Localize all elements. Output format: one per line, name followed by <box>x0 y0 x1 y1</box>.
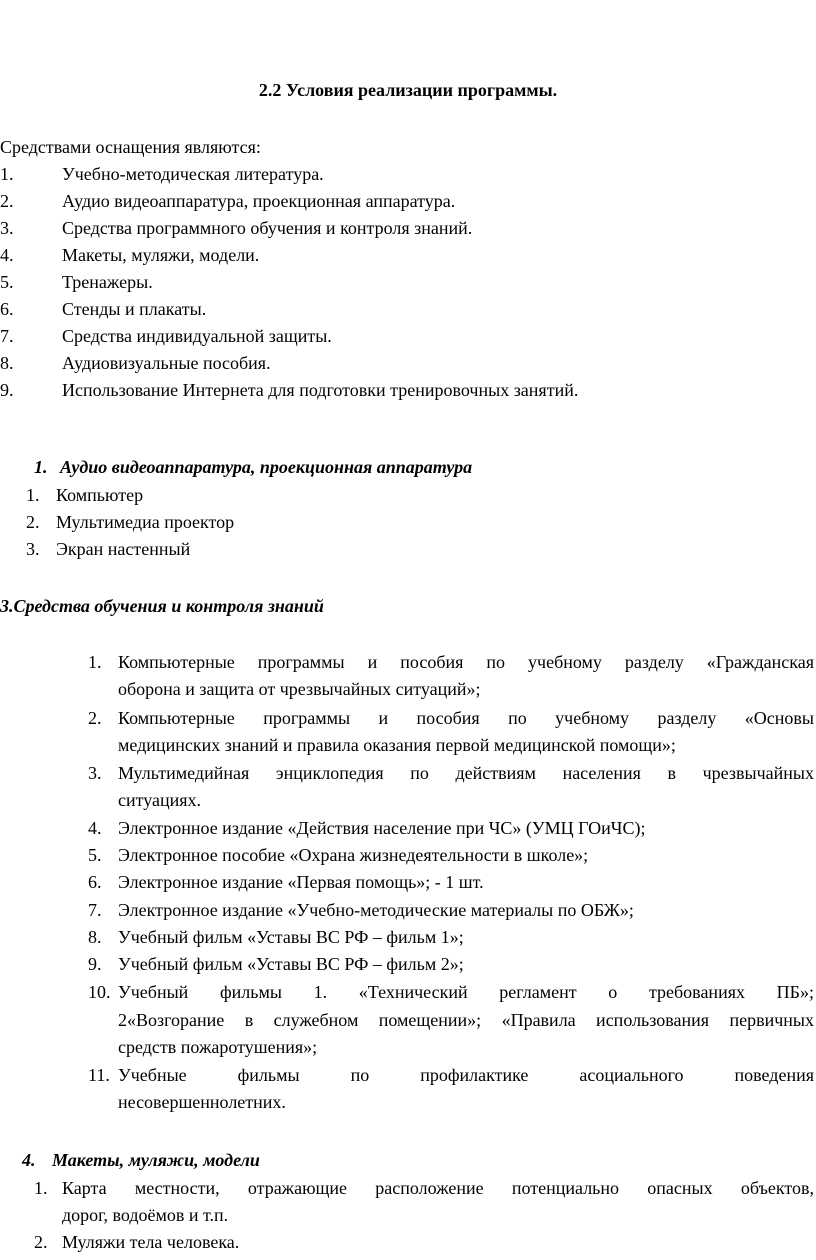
equipment-intro: Средствами оснащения являются: <box>0 137 261 157</box>
section-heading: 1. Аудио видеоаппаратура, проекционная аппаратура <box>34 457 473 477</box>
page-title: 2.2 Условия реализации программы. <box>258 80 558 100</box>
section-heading: 3.Средства обучения и контроля знаний <box>0 596 324 616</box>
section-heading: 4. Макеты, муляжи, модели <box>22 1150 260 1170</box>
